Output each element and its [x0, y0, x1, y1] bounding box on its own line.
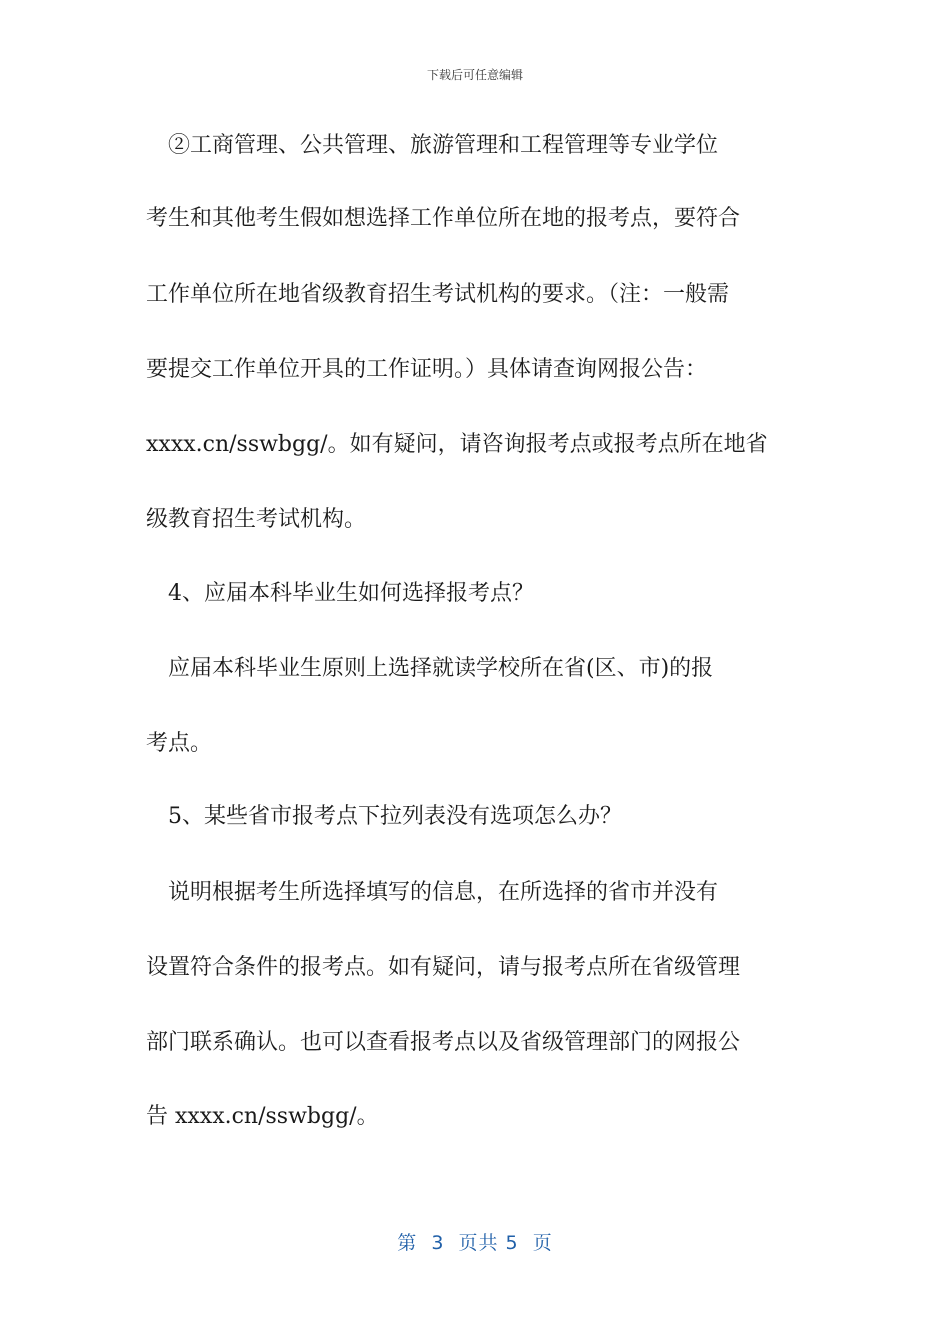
text-line: 说明根据考生所选择填写的信息，在所选择的省市并没有	[146, 880, 719, 905]
question-heading: 4、应届本科毕业生如何选择报考点？	[146, 581, 534, 606]
text-line: 级教育招生考试机构。	[146, 507, 367, 532]
text-line: 工作单位所在地省级教育招生考试机构的要求。（注：一般需	[146, 282, 730, 307]
text-line: 要提交工作单位开具的工作证明。）具体请查询网报公告：	[146, 357, 708, 382]
text-line: 应届本科毕业生原则上选择就读学校所在省(区、市)的报	[146, 656, 714, 681]
text-line: 考生和其他考生假如想选择工作单位所在地的报考点，要符合	[146, 206, 741, 231]
page-number	[0, 1228, 950, 1255]
text-line: 告 xxxx.cn/sswbgg/。	[146, 1104, 379, 1129]
page-number-text: 第 3 页共 5 页	[397, 1232, 553, 1254]
text-line: xxxx.cn/sswbgg/。如有疑问，请咨询报考点或报考点所在地省	[146, 432, 768, 457]
text-line: 设置符合条件的报考点。如有疑问，请与报考点所在省级管理	[146, 955, 741, 980]
question-heading: 5、某些省市报考点下拉列表没有选项怎么办？	[146, 804, 622, 829]
header-note: 下载后可任意编辑	[426, 68, 523, 82]
text-line: 部门联系确认。也可以查看报考点以及省级管理部门的网报公	[146, 1030, 741, 1055]
text-line: ②工商管理、公共管理、旅游管理和工程管理等专业学位	[146, 133, 719, 158]
text-line: 考点。	[146, 731, 213, 756]
